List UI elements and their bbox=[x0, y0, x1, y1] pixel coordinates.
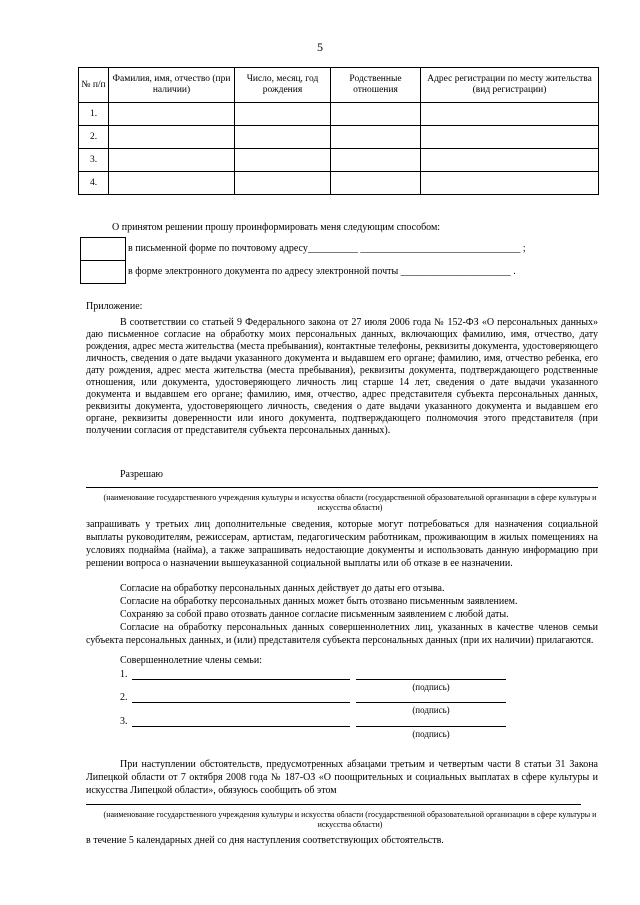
relationship-cell[interactable] bbox=[331, 103, 421, 126]
full-name-cell[interactable] bbox=[109, 149, 235, 172]
revocation-text: Согласие на обработку персональных данных может быть отозвано письменным заявлением. bbox=[120, 596, 518, 607]
birth-date-cell[interactable] bbox=[235, 172, 331, 195]
appendix-title: Приложение: bbox=[86, 301, 143, 312]
full-name-cell[interactable] bbox=[109, 103, 235, 126]
validity-text: Согласие на обработку персональных данных действует до даты его отзыва. bbox=[120, 583, 445, 594]
birth-date-cell[interactable] bbox=[235, 126, 331, 149]
institution-caption-2: (наименование государственного учреждения культуры и искусства области (государственной образовательной организации в сфере культуры и искусства области) bbox=[103, 810, 597, 829]
relationship-cell[interactable] bbox=[331, 126, 421, 149]
institution-caption: (наименование государственного учреждения культуры и искусства области (государственной образовательной организации в сфере культуры и искусства области) bbox=[103, 493, 597, 512]
table-row bbox=[79, 103, 599, 126]
adult-name-line[interactable] bbox=[132, 726, 350, 727]
full-name-cell[interactable] bbox=[109, 172, 235, 195]
institution-name-line-2[interactable] bbox=[86, 804, 581, 805]
inform-request-text: О принятом решении прошу проинформировать меня следующим способом: bbox=[112, 222, 441, 233]
address-cell[interactable] bbox=[421, 149, 599, 172]
email-option-checkbox[interactable] bbox=[80, 260, 126, 284]
adult-name-line[interactable] bbox=[132, 702, 350, 703]
adult-number: 3. bbox=[120, 716, 128, 727]
request-paragraph: запрашивать у третьих лиц дополнительные сведения, которые могут потребоваться для назначения социальной выплаты руководителям, режиссерам, артистам, педагогическим работникам, проживающим в жилых помещениях на условиях поднайма (найма), а также запрашивать недостающие документы и использовать данную информацию при решении вопроса о назначении вышеуказанной социальной выплаты или об отказе в ее назначении. bbox=[86, 519, 598, 569]
signature-caption: (подпись) bbox=[412, 729, 450, 739]
obligation-paragraph: При наступлении обстоятельств, предусмотренных абзацами третьим и четвертым части 8 статьи 31 Закона Липецкой области от 7 октября 2008 года № 187-ОЗ «О поощрительных и социальных выплатах в сфере культуры и искусства Липецкой области», обязуюсь сообщить об этом bbox=[86, 759, 598, 796]
signature-line[interactable] bbox=[356, 726, 506, 727]
col-header-birth-date: Число, месяц, год рождения bbox=[235, 68, 331, 103]
signature-caption: (подпись) bbox=[412, 682, 450, 692]
birth-date-cell[interactable] bbox=[235, 149, 331, 172]
reserve-right-text: Сохраняю за собой право отозвать данное согласие письменным заявлением с любой даты. bbox=[120, 609, 509, 620]
row-number: 3. bbox=[79, 149, 109, 172]
postal-option-checkbox[interactable] bbox=[80, 237, 126, 261]
address-cell[interactable] bbox=[421, 103, 599, 126]
deadline-text: в течение 5 календарных дней со дня наступления соответствующих обстоятельств. bbox=[86, 835, 444, 846]
relationship-cell[interactable] bbox=[331, 149, 421, 172]
col-header-relationship: Родственные отношения bbox=[331, 68, 421, 103]
address-cell[interactable] bbox=[421, 172, 599, 195]
allow-label: Разрешаю bbox=[120, 469, 163, 480]
row-number: 2. bbox=[79, 126, 109, 149]
col-header-full-name: Фамилия, имя, отчество (при наличии) bbox=[109, 68, 235, 103]
col-header-address: Адрес регистрации по месту жительства (вид регистрации) bbox=[421, 68, 599, 103]
row-number: 1. bbox=[79, 103, 109, 126]
row-number: 4. bbox=[79, 172, 109, 195]
adult-number: 2. bbox=[120, 692, 128, 703]
signature-line[interactable] bbox=[356, 679, 506, 680]
family-members-table bbox=[78, 67, 599, 195]
address-cell[interactable] bbox=[421, 126, 599, 149]
relationship-cell[interactable] bbox=[331, 172, 421, 195]
table-row bbox=[79, 172, 599, 195]
consent-paragraph: В соответствии со статьей 9 Федерального закона от 27 июля 2006 года № 152-ФЗ «О персональных данных» даю письменное согласие на обработку моих персональных данных, включающих фамилию, имя, отчество, дату рождения, адрес места жительства (места пребывания), контактные телефоны, реквизиты документа, удостоверяющего личность, сведения о дате выдачи указанного документа и выдавшем его органе; фамилию, имя, отчество ребенка, его дату рождения, адрес места жительства (места пребывания), реквизиты документа, подтверждающего родственные отношения, или документа, удостоверяющего личность лиц старше 14 лет, сведения о дате выдачи указанного документа и выдавшем его органе; фамилию, имя, отчество, адрес представителя субъекта персональных данных, реквизиты документа, удостоверяющего личность, сведения о дате выдачи указанного документа и выдавшем его органе, реквизиты доверенности или иного документа, подтверждающего полномочия этого представителя (при получении согласия от представителя субъекта персональных данных). bbox=[86, 317, 598, 436]
institution-name-line[interactable] bbox=[86, 487, 598, 488]
page-number: 5 bbox=[317, 40, 323, 54]
adults-title: Совершеннолетние члены семьи: bbox=[120, 655, 262, 666]
adult-consent-text: Согласие на обработку персональных данных совершеннолетних лиц, указанных в качестве членов семьи субъекта персональных данных, и (или) представителя субъекта персональных данных (при их наличии) прилагаются. bbox=[86, 622, 598, 646]
table-row bbox=[79, 149, 599, 172]
adult-number: 1. bbox=[120, 669, 128, 680]
adult-name-line[interactable] bbox=[132, 679, 350, 680]
table-row bbox=[79, 126, 599, 149]
col-header-number: № п/п bbox=[79, 68, 109, 103]
table-header-row bbox=[79, 68, 599, 103]
birth-date-cell[interactable] bbox=[235, 103, 331, 126]
signature-line[interactable] bbox=[356, 702, 506, 703]
full-name-cell[interactable] bbox=[109, 126, 235, 149]
postal-option-label: в письменной форме по почтовому адресу__________ ________________________________ ; bbox=[128, 243, 526, 254]
email-option-label: в форме электронного документа по адресу электронной почты ______________________ . bbox=[128, 266, 516, 277]
signature-caption: (подпись) bbox=[412, 705, 450, 715]
